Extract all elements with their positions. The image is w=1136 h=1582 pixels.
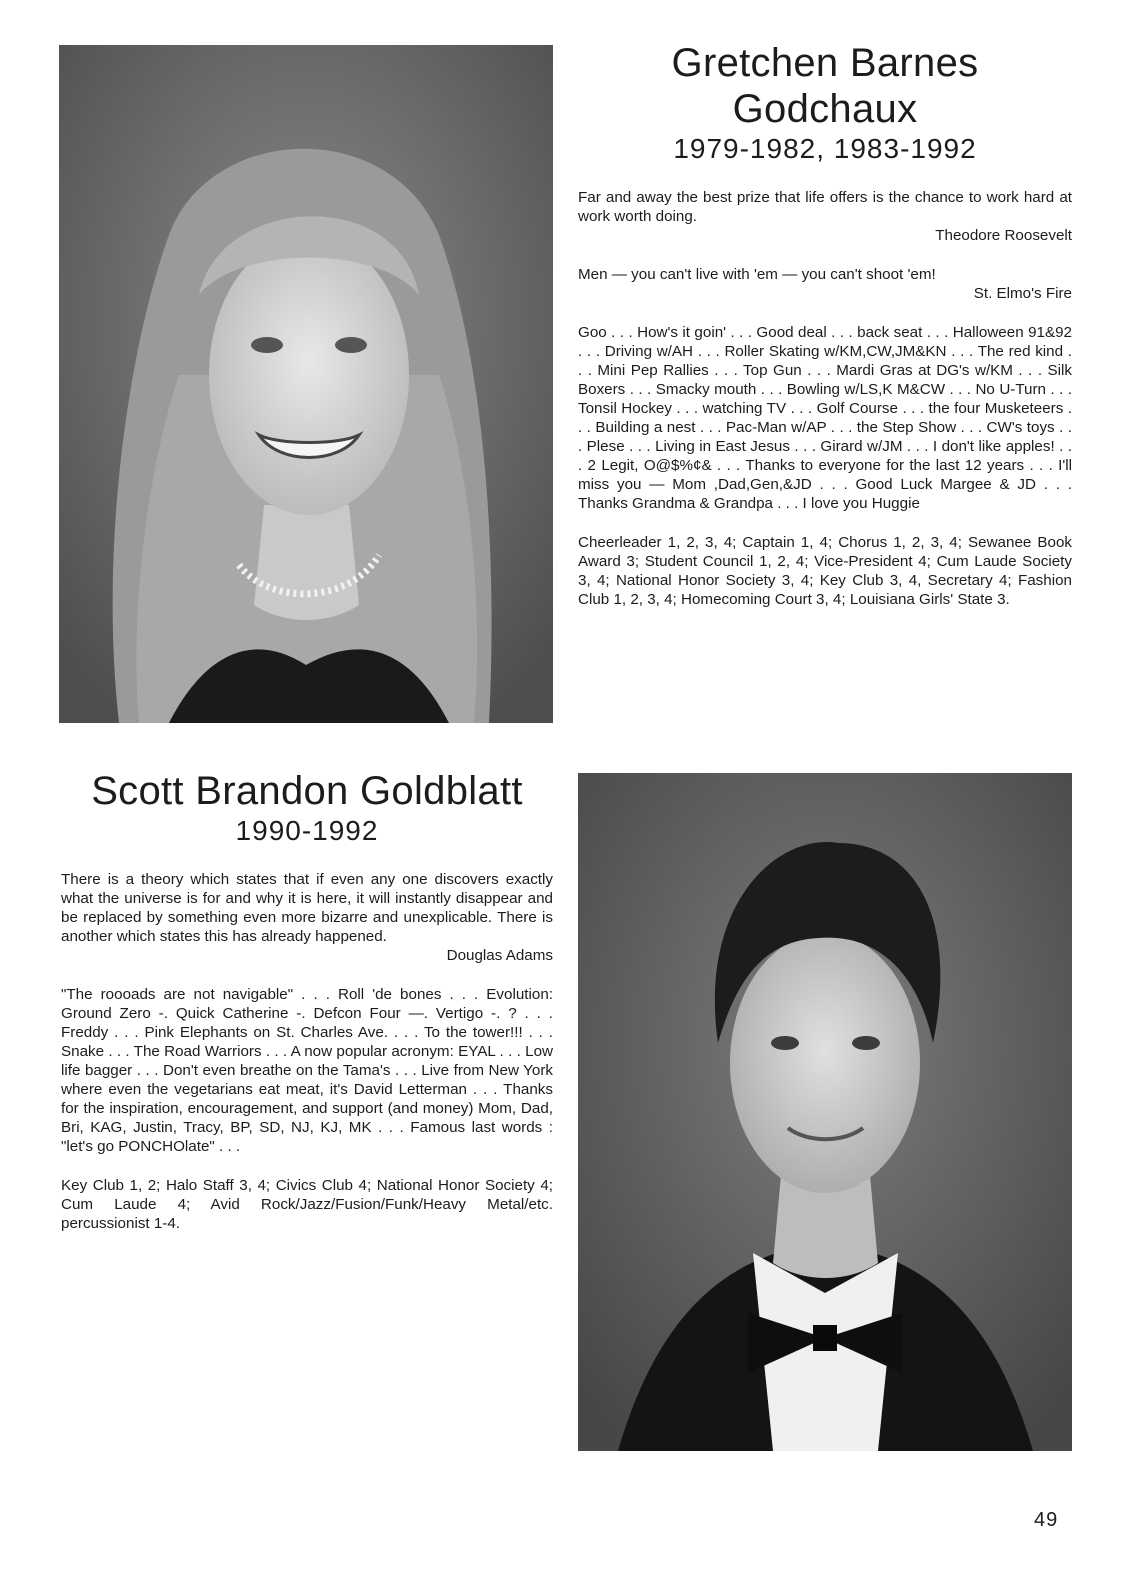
quote-author: Douglas Adams xyxy=(446,947,553,964)
quote-block xyxy=(578,265,1072,303)
portrait-photo-gretchen xyxy=(59,45,553,723)
activities-block xyxy=(61,1176,553,1233)
page-number: 49 xyxy=(1034,1509,1059,1531)
profile-years: 1990-1992 xyxy=(235,815,379,846)
activities-text: Cheerleader 1, 2, 3, 4; Captain 1, 4; Chorus 1, 2, 3, 4; Sewanee Book Award 3; Student Council 1, 2, 4; Vice-President 4; Cum Laude Society 3, 4; National Honor Society 3, 4; Key Club 3, 4, Secretary 4; Fashion Club 1, 2, 3, 4; Homecoming Court 3, 4; Louisiana Girls' State 3. xyxy=(578,534,1072,608)
quote-author: St. Elmo's Fire xyxy=(973,285,1072,302)
profile-gretchen xyxy=(578,40,1072,629)
quote-author: Theodore Roosevelt xyxy=(935,227,1072,244)
quote-text: Far and away the best prize that life offers is the chance to work hard at work worth doing. xyxy=(578,189,1072,225)
profile-name: Gretchen Barnes Godchaux xyxy=(671,41,979,131)
quote-block xyxy=(578,188,1072,245)
quote-text: Men — you can't live with 'em — you can't shoot 'em! xyxy=(578,266,936,283)
memories-text: "The roooads are not navigable" . . . Roll 'de bones . . . Evolution: Ground Zero -. Quick Catherine -. Defcon Four —. Vertigo -. ? . . . Freddy . . . Pink Elephants on St. Charles Ave. . . . To the tower!!! . . . Snake . . . The Road Warriors . . . A now popular acronym: EYAL . . . Low life bagger . . . Don't even breathe on the Tama's . . . Live from New York where even the vegetarians eat meat, it's David Letterman . . . Thanks for the inspiration, encouragement, and support (and money) Mom, Dad, Bri, KAG, Justin, Tracy, BP, SD, NJ, KJ, MK . . . Famous last words : "let's go PONCHOlate" . . . xyxy=(61,986,553,1155)
activities-text: Key Club 1, 2; Halo Staff 3, 4; Civics Club 4; National Honor Society 4; Cum Laude 4; Avid Rock/Jazz/Fusion/Funk/Heavy Metal/etc. percussionist 1-4. xyxy=(61,1177,553,1232)
quote-block xyxy=(61,870,553,965)
memories-block xyxy=(61,985,553,1156)
quote-text: There is a theory which states that if even any one discovers exactly what the universe is for and why it is here, it will instantly disappear and be replaced by something even more bizarre and unexplicable. There is another which states this has already happened. xyxy=(61,871,553,945)
profile-years: 1979-1982, 1983-1992 xyxy=(673,133,977,164)
profile-scott xyxy=(61,768,553,1253)
memories-block xyxy=(578,323,1072,513)
profile-name: Scott Brandon Goldblatt xyxy=(91,769,523,813)
portrait-illustration xyxy=(59,45,553,723)
memories-text: Goo . . . How's it goin' . . . Good deal . . . back seat . . . Halloween 91&92 . . . Driving w/AH . . . Roller Skating w/KM,CW,JM&KN . . . The red kind . . . Mini Pep Rallies . . . Top Gun . . . Mardi Gras at DG's w/KM . . . Silk Boxers . . . Smacky mouth . . . Bowling w/LS,K M&CW . . . No U-Turn . . . Tonsil Hockey . . . watching TV . . . Golf Course . . . the four Musketeers . . . Building a nest . . . Pac-Man w/AP . . . the Step Show . . . CW's toys . . . Plese . . . Living in East Jesus . . . Girard w/JM . . . I don't like apples! . . . 2 Legit, O@$%¢& . . . Thanks to everyone for the last 12 years . . . I'll miss you — Mom ,Dad,Gen,&JD . . . Good Luck Margee & JD . . . Thanks Grandma & Grandpa . . . I love you Huggie xyxy=(578,324,1072,512)
portrait-illustration xyxy=(578,773,1072,1451)
activities-block xyxy=(578,533,1072,609)
portrait-photo-scott xyxy=(578,773,1072,1451)
